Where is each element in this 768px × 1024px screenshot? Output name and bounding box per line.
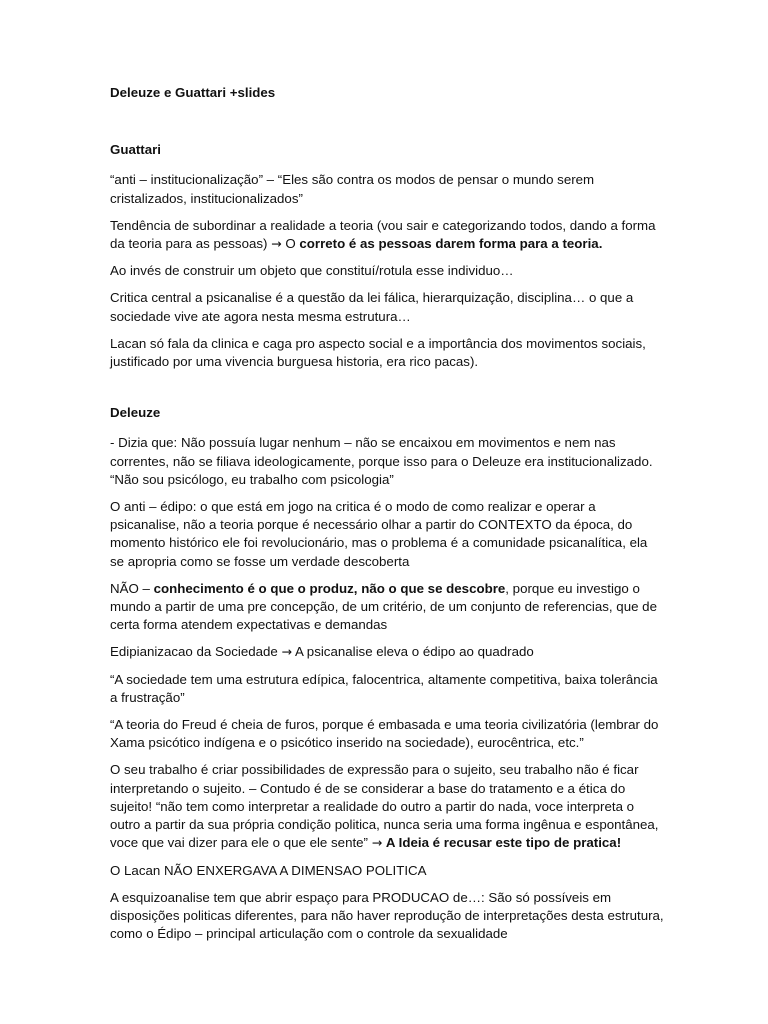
paragraph: “A teoria do Freud é cheia de furos, porque é embasada e uma teoria civilizatória (lembrar do Xama psicótico indígena e o psicótico inserido na sociedade), eurocêntrica, etc.” bbox=[110, 717, 659, 751]
paragraph-text: NÃO – bbox=[110, 580, 154, 596]
paragraph: A esquizoanalise tem que abrir espaço para PRODUCAO de…: São só possíveis em disposições politicas diferentes, para não haver reprodução de interpretações desta estrutura, como o Édipo – principal articulação com o controle da sexualidade bbox=[110, 889, 664, 942]
bold-text: A Ideia é recusar este tipo de pratica! bbox=[385, 835, 622, 851]
paragraph bbox=[110, 761, 664, 852]
paragraph: - Dizia que: Não possuía lugar nenhum – não se encaixou em movimentos e nem nas correntes, não se filiava ideologicamente, porque isso para o Deleuze era institucionalizado. “Não sou psicólogo, eu trabalho com psicologia” bbox=[110, 435, 653, 487]
paragraph: “A sociedade tem uma estrutura edípica, falocentrica, altamente competitiva, baixa tolerância a frustração” bbox=[110, 671, 658, 705]
right-arrow-icon: → bbox=[281, 644, 293, 660]
section-heading-deleuze: Deleuze bbox=[110, 405, 161, 421]
right-arrow-icon: → bbox=[371, 835, 383, 851]
document-title: Deleuze e Guattari +slides bbox=[110, 85, 276, 100]
paragraph: “anti – institucionalização” – “Eles são contra os modos de pensar o mundo serem cristalizados, institucionalizados” bbox=[110, 172, 595, 206]
paragraph-text: O seu trabalho é criar possibilidades de expressão para o sujeito, seu trabalho não é ficar interpretando o sujeito. – Contudo é de se considerar a base do tratamento e a ética do sujeito! “não tem como interpretar a realidade do outro a partir do nada, voce interpreta o outro a partir da sua própria condição politica, nunca seria uma forma ingênua e espontânea, voce que vai dizer para ele o que ele sente” bbox=[110, 762, 659, 851]
paragraph: Critica central a psicanalise é a questão da lei fálica, hierarquização, disciplina… o que a sociedade vive ate agora nesta mesma estrutura… bbox=[110, 290, 634, 324]
paragraph-text: , porque eu investigo o mundo a partir de uma pre concepção, de um critério, de um conjunto de referencias, que de certa forma atendem expectativas e demandas bbox=[110, 580, 657, 633]
section-deleuze bbox=[110, 404, 664, 943]
right-arrow-icon: → bbox=[271, 236, 282, 252]
section-heading-guattari: Guattari bbox=[110, 142, 161, 158]
paragraph-text: Edipianizacao da Sociedade bbox=[110, 644, 278, 660]
paragraph-text: O bbox=[281, 236, 300, 252]
paragraph: O Lacan NÃO ENXERGAVA A DIMENSAO POLITICA bbox=[110, 862, 427, 878]
paragraph bbox=[110, 580, 664, 635]
paragraph: Ao invés de construir um objeto que constituí/rotula esse individuo… bbox=[110, 263, 514, 279]
paragraph-text: Tendência de subordinar a realidade a teoria (vou sair e categorizando todos, dando a forma da teoria para as pessoas) bbox=[110, 217, 656, 252]
bold-text: correto é as pessoas darem forma para a teoria. bbox=[299, 236, 603, 252]
paragraph: Lacan só fala da clinica e caga pro aspecto social e a importância dos movimentos sociais, justificado por uma vivencia burguesa historia, era rico pacas). bbox=[110, 335, 646, 370]
paragraph bbox=[110, 643, 664, 661]
section-guattari bbox=[110, 141, 664, 371]
paragraph: O anti – édipo: o que está em jogo na critica é o modo de como realizar e operar a psicanalise, não a teoria porque é necessário olhar a partir do CONTEXTO da época, do momento histórico ele foi revolucionário, mas o problema é a comunidade psicanalítica, ela se apropria como se fosse um verdade descoberta bbox=[110, 499, 648, 569]
paragraph bbox=[110, 217, 664, 253]
bold-text: conhecimento é o que o produz, não o que se descobre bbox=[153, 580, 506, 596]
paragraph-text: A psicanalise eleva o édipo ao quadrado bbox=[292, 644, 534, 660]
